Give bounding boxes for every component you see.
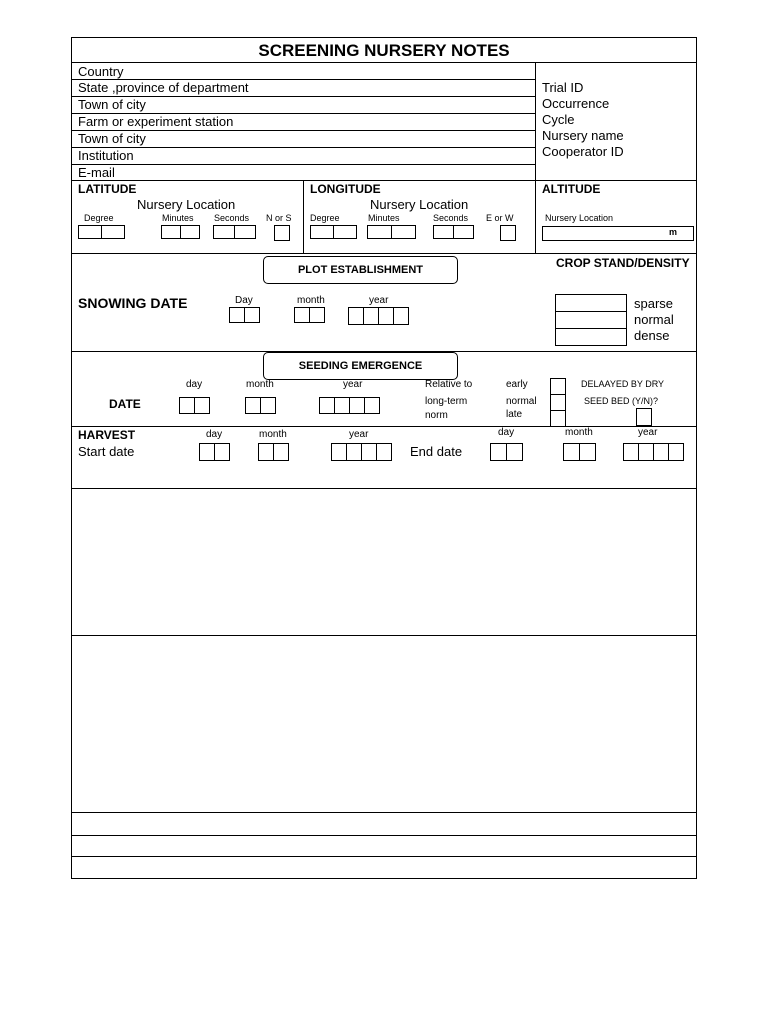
row-line	[71, 164, 535, 165]
harvest-label: HARVEST	[78, 428, 136, 442]
section-divider	[71, 253, 697, 254]
sowing-day-label: Day	[235, 295, 253, 306]
harvest-start-day-boxes[interactable]	[199, 443, 229, 461]
emergence-day-label: day	[186, 379, 203, 390]
n-or-s-box[interactable]	[274, 225, 289, 241]
coords-divider-1	[303, 180, 304, 254]
delayed-yn-box[interactable]	[636, 408, 652, 426]
harvest-end-year-label: year	[638, 427, 658, 438]
harvest-end-day-boxes[interactable]	[490, 443, 522, 461]
emergence-month-boxes[interactable]	[245, 397, 275, 414]
harvest-end-month-boxes[interactable]	[563, 443, 595, 461]
latitude-degree-boxes[interactable]	[78, 225, 124, 239]
density-normal-box[interactable]	[555, 311, 627, 329]
occurrence-field[interactable]: Occurrence	[542, 96, 610, 111]
harvest-start-year-boxes[interactable]	[331, 443, 391, 461]
emergence-year-boxes[interactable]	[319, 397, 379, 414]
emergence-late-label: late	[506, 409, 523, 420]
long-term-label: long-term	[425, 396, 468, 407]
notes-line-1[interactable]	[72, 813, 696, 835]
cycle-field[interactable]: Cycle	[542, 112, 575, 127]
harvest-start-month-boxes[interactable]	[258, 443, 288, 461]
sowing-day-boxes[interactable]	[229, 307, 259, 323]
emergence-year-label: year	[343, 379, 363, 390]
density-dense-label: dense	[634, 328, 670, 343]
longitude-minutes-label: Minutes	[368, 213, 400, 223]
title-divider	[71, 62, 697, 63]
density-normal-label: normal	[634, 312, 674, 327]
latitude-seconds-boxes[interactable]	[213, 225, 255, 239]
institution-field[interactable]: Institution	[78, 148, 134, 163]
emergence-late-box[interactable]	[550, 410, 566, 427]
density-sparse-box[interactable]	[555, 294, 627, 312]
harvest-end-year-boxes[interactable]	[623, 443, 683, 461]
location-divider	[535, 62, 536, 181]
harvest-start-year-label: year	[349, 429, 369, 440]
country-field[interactable]: Country	[78, 64, 124, 79]
sowing-year-boxes[interactable]	[348, 307, 408, 325]
latitude-label: LATITUDE	[78, 182, 137, 196]
latitude-minutes-boxes[interactable]	[161, 225, 199, 239]
emergence-date-label: DATE	[109, 397, 141, 411]
sowing-year-label: year	[369, 295, 389, 306]
norm-label: norm	[425, 410, 448, 421]
longitude-seconds-label: Seconds	[433, 213, 469, 223]
longitude-nursery-location: Nursery Location	[370, 197, 469, 212]
emergence-early-label: early	[506, 379, 528, 390]
emergence-day-boxes[interactable]	[179, 397, 209, 414]
e-or-w-box[interactable]	[500, 225, 515, 241]
longitude-seconds-boxes[interactable]	[433, 225, 473, 239]
harvest-end-day-label: day	[498, 427, 515, 438]
emergence-early-box[interactable]	[550, 378, 566, 395]
notes-line-3[interactable]	[72, 857, 696, 878]
start-date-label: Start date	[78, 444, 135, 459]
farm-field[interactable]: Farm or experiment station	[78, 114, 234, 129]
n-or-s-label: N or S	[266, 213, 292, 223]
longitude-degree-boxes[interactable]	[310, 225, 356, 239]
form-title: SCREENING NURSERY NOTES	[258, 41, 510, 60]
section-divider	[71, 426, 697, 427]
latitude-minutes-label: Minutes	[162, 213, 194, 223]
emergence-normal-label: normal	[506, 396, 537, 407]
longitude-label: LONGITUDE	[310, 182, 381, 196]
delayed-line-2: SEED BED (Y/N)?	[584, 396, 659, 406]
row-line	[71, 147, 535, 148]
harvest-start-day-label: day	[206, 429, 223, 440]
longitude-degree-label: Degree	[310, 213, 340, 223]
sowing-month-label: month	[297, 295, 325, 306]
altitude-nursery-location: Nursery Location	[545, 213, 614, 223]
sowing-date-label: SNOWING DATE	[78, 295, 188, 311]
emergence-normal-box[interactable]	[550, 394, 566, 411]
emergence-month-label: month	[246, 379, 274, 390]
town-field-2[interactable]: Town of city	[78, 131, 146, 146]
crop-stand-label: CROP STAND/DENSITY	[556, 256, 690, 270]
latitude-seconds-label: Seconds	[214, 213, 250, 223]
town-field[interactable]: Town of city	[78, 97, 146, 112]
section-divider	[71, 180, 697, 181]
trial-id-field[interactable]: Trial ID	[542, 80, 584, 95]
nursery-name-field[interactable]: Nursery name	[542, 128, 624, 143]
sowing-month-boxes[interactable]	[294, 307, 324, 323]
latitude-nursery-location: Nursery Location	[137, 197, 236, 212]
latitude-degree-label: Degree	[84, 213, 114, 223]
density-dense-box[interactable]	[555, 328, 627, 346]
harvest-start-month-label: month	[259, 429, 287, 440]
density-sparse-label: sparse	[634, 296, 674, 311]
relative-to-label: Relative to	[425, 379, 473, 390]
email-field[interactable]: E-mail	[78, 165, 115, 180]
notes-area-2[interactable]	[72, 636, 696, 812]
coords-divider-2	[535, 180, 536, 254]
longitude-minutes-boxes[interactable]	[367, 225, 415, 239]
altitude-label: ALTITUDE	[542, 182, 601, 196]
plot-establishment-button[interactable]: PLOT ESTABLISHMENT	[263, 256, 458, 284]
harvest-end-month-label: month	[565, 427, 593, 438]
end-date-label: End date	[410, 444, 463, 459]
altitude-unit: m	[669, 227, 678, 237]
notes-line-2[interactable]	[72, 836, 696, 856]
delayed-line-1: DELAAYED BY DRY	[581, 379, 665, 389]
cooperator-id-field[interactable]: Cooperator ID	[542, 144, 624, 159]
e-or-w-label: E or W	[486, 213, 514, 223]
state-field[interactable]: State ,province of department	[78, 80, 249, 95]
notes-area-1[interactable]	[72, 489, 696, 635]
seeding-emergence-button[interactable]: SEEDING EMERGENCE	[263, 352, 458, 380]
